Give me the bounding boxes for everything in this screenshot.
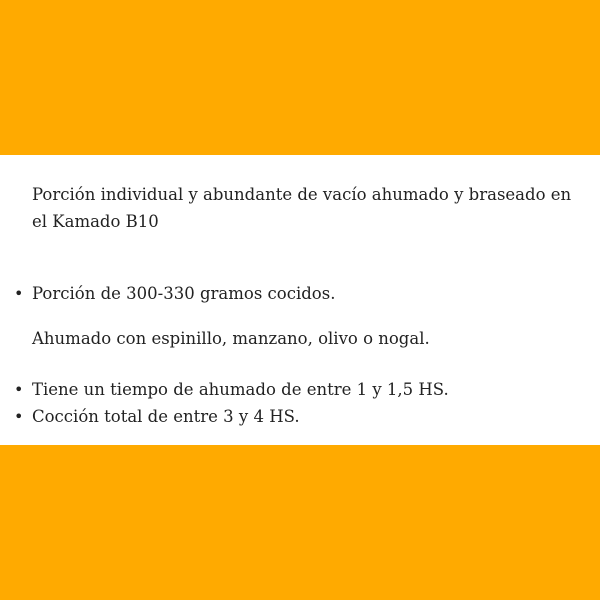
top-color-band (0, 0, 600, 155)
bullet-icon: • (14, 380, 24, 399)
list-item-text: Porción de 300-330 gramos cocidos. (32, 284, 336, 303)
intro-paragraph: Porción individual y abundante de vacío ahumado y braseado en el Kamado B10 (32, 185, 572, 231)
bullet-list-top (14, 280, 574, 307)
list-item (14, 376, 574, 403)
list-item-text: Tiene un tiempo de ahumado de entre 1 y 1,5 HS. (32, 380, 449, 399)
list-item-text: Cocción total de entre 3 y 4 HS. (32, 407, 300, 426)
bullet-list-bottom (14, 376, 574, 430)
bullet-icon: • (14, 407, 24, 426)
list-item (14, 280, 574, 307)
list-item (14, 403, 574, 430)
description-panel (0, 155, 600, 445)
bullet-icon: • (14, 284, 24, 303)
bottom-color-band (0, 445, 600, 600)
note-paragraph: Ahumado con espinillo, manzano, olivo o nogal. (32, 329, 430, 348)
